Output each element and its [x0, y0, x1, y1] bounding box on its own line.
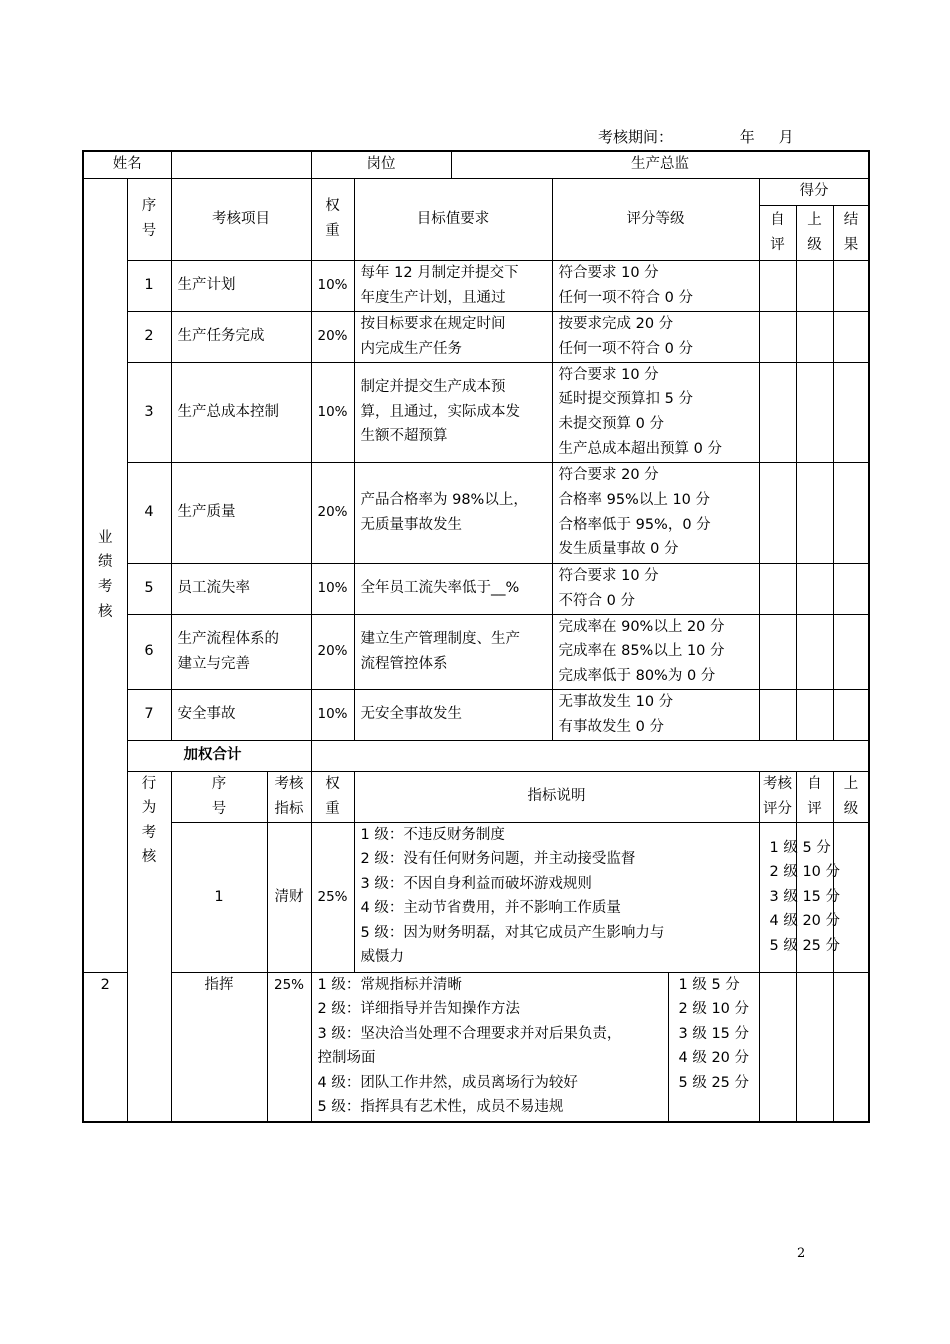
- perf-header-item: 考核项目: [171, 178, 311, 260]
- beh-weight: 25%: [311, 822, 354, 972]
- position-value: 生产总监: [451, 151, 869, 178]
- perf-item: 生产任务完成: [171, 311, 311, 362]
- perf-seq: 3: [127, 362, 171, 462]
- result-score-cell[interactable]: [833, 972, 869, 1122]
- beh-header-weight: 权 重: [311, 771, 354, 822]
- superior-score-cell[interactable]: [796, 260, 833, 311]
- perf-grading: 按要求完成 20 分 任何一项不符合 0 分: [552, 311, 759, 362]
- beh-header-superior: 上 级: [833, 771, 869, 822]
- perf-grading: 符合要求 10 分 不符合 0 分: [552, 563, 759, 614]
- result-score-cell[interactable]: [833, 563, 869, 614]
- perf-header-self: 自 评: [759, 205, 796, 260]
- superior-score-cell[interactable]: [796, 563, 833, 614]
- perf-weight: 10%: [311, 260, 354, 311]
- perf-header-superior: 上 级: [796, 205, 833, 260]
- result-score-cell[interactable]: [833, 614, 869, 689]
- perf-weight: 10%: [311, 563, 354, 614]
- perf-weight: 10%: [311, 689, 354, 740]
- perf-item: 安全事故: [171, 689, 311, 740]
- perf-header-score: 得分: [759, 178, 869, 205]
- perf-grading: 完成率在 90%以上 20 分 完成率在 85%以上 10 分 完成率低于 80%为 0 分: [552, 614, 759, 689]
- perf-item: 生产总成本控制: [171, 362, 311, 462]
- perf-weight: 10%: [311, 362, 354, 462]
- performance-row: [83, 614, 869, 689]
- year-label: 年: [739, 128, 755, 146]
- weighted-total-value-cell[interactable]: [311, 740, 869, 771]
- behavior-section-label: 行 为 考 核: [127, 771, 171, 1122]
- assessment-table: [82, 150, 870, 1123]
- perf-header-target: 目标值要求: [354, 178, 552, 260]
- beh-rating: 1 级 5 分 2 级 10 分 3 级 15 分 4 级 20 分 5 级 25 分: [668, 972, 759, 1122]
- perf-target: 制定并提交生产成本预 算，且通过，实际成本发 生额不超预算: [354, 362, 552, 462]
- beh-description: 1 级：不违反财务制度 2 级：没有任何财务问题，并主动接受监督 3 级：不因自身利益而破坏游戏规则 4 级：主动节省费用，并不影响工作质量 5 级：因为财务明磊，对其它成员产生影响力与 威慑力: [354, 822, 759, 972]
- page-number: 2: [797, 1246, 806, 1261]
- perf-grading: 符合要求 10 分 任何一项不符合 0 分: [552, 260, 759, 311]
- self-score-cell[interactable]: [759, 362, 796, 462]
- beh-indicator: 指挥: [171, 972, 267, 1122]
- perf-grading: 无事故发生 10 分 有事故发生 0 分: [552, 689, 759, 740]
- perf-item: 生产流程体系的 建立与完善: [171, 614, 311, 689]
- superior-score-cell[interactable]: [796, 362, 833, 462]
- name-value-cell[interactable]: [171, 151, 311, 178]
- perf-seq: 5: [127, 563, 171, 614]
- perf-item: 生产计划: [171, 260, 311, 311]
- self-score-cell[interactable]: [759, 311, 796, 362]
- performance-row: [83, 260, 869, 311]
- performance-row: [83, 563, 869, 614]
- perf-item: 员工流失率: [171, 563, 311, 614]
- self-score-cell[interactable]: [759, 260, 796, 311]
- beh-header-seq: 序 号: [171, 771, 267, 822]
- weighted-total-label: 加权合计: [127, 740, 311, 771]
- beh-header-rating: 考核评分: [759, 771, 796, 822]
- performance-row: [83, 689, 869, 740]
- perf-header-weight: 权 重: [311, 178, 354, 260]
- beh-header-indicator: 考核指标: [267, 771, 311, 822]
- superior-score-cell[interactable]: [796, 462, 833, 563]
- self-score-cell[interactable]: [759, 614, 796, 689]
- beh-weight: 25%: [267, 972, 311, 1122]
- result-score-cell[interactable]: [833, 689, 869, 740]
- perf-seq: 1: [127, 260, 171, 311]
- position-label: 岗位: [311, 151, 451, 178]
- perf-target: 全年员工流失率低于__%: [354, 563, 552, 614]
- perf-seq: 4: [127, 462, 171, 563]
- beh-description: 1 级：常规指标并清晰 2 级：详细指导并告知操作方法 3 级：坚决洽当处理不合理要求并对后果负责， 控制场面 4 级：团队工作井然，成员离场行为较好 5 级：指挥具有艺术性，成员不易违规: [311, 972, 668, 1122]
- period-label: 考核期间：: [598, 128, 674, 146]
- assessment-period: [598, 126, 878, 147]
- perf-weight: 20%: [311, 614, 354, 689]
- beh-header-self: 自 评: [796, 771, 833, 822]
- perf-target: 无安全事故发生: [354, 689, 552, 740]
- perf-header-result: 结 果: [833, 205, 869, 260]
- behavior-header-row: [83, 771, 869, 822]
- superior-score-cell[interactable]: [796, 689, 833, 740]
- superior-score-cell[interactable]: [796, 614, 833, 689]
- perf-weight: 20%: [311, 311, 354, 362]
- self-score-cell[interactable]: [759, 689, 796, 740]
- performance-row: [83, 462, 869, 563]
- beh-indicator: 清财: [267, 822, 311, 972]
- beh-seq: 1: [171, 822, 267, 972]
- beh-seq: 2: [83, 972, 127, 1122]
- perf-target: 按目标要求在规定时间 内完成生产任务: [354, 311, 552, 362]
- performance-header-row-1: [83, 178, 869, 205]
- self-score-cell[interactable]: [759, 462, 796, 563]
- self-score-cell[interactable]: [759, 563, 796, 614]
- performance-row: [83, 311, 869, 362]
- result-score-cell[interactable]: [833, 362, 869, 462]
- result-score-cell[interactable]: [833, 311, 869, 362]
- perf-grading: 符合要求 10 分 延时提交预算扣 5 分 未提交预算 0 分 生产总成本超出预算 0 分: [552, 362, 759, 462]
- name-label: 姓名: [83, 151, 171, 178]
- perf-header-seq: 序 号: [127, 178, 171, 260]
- perf-target: 产品合格率为 98%以上， 无质量事故发生: [354, 462, 552, 563]
- month-label: 月: [778, 128, 794, 146]
- perf-item: 生产质量: [171, 462, 311, 563]
- perf-header-grading: 评分等级: [552, 178, 759, 260]
- beh-rating: 1 级 5 分 2 级 10 分 3 级 15 分 4 级 20 分 5 级 25 分: [759, 822, 796, 972]
- behavior-row: [83, 822, 869, 972]
- perf-seq: 2: [127, 311, 171, 362]
- perf-target: 建立生产管理制度、生产 流程管控体系: [354, 614, 552, 689]
- performance-section-label: 业 绩 考 核: [83, 178, 127, 972]
- performance-row: [83, 362, 869, 462]
- beh-header-description: 指标说明: [354, 771, 759, 822]
- self-score-cell[interactable]: [759, 972, 796, 1122]
- perf-target: 每年 12 月制定并提交下 年度生产计划，且通过: [354, 260, 552, 311]
- result-score-cell[interactable]: [833, 260, 869, 311]
- perf-seq: 7: [127, 689, 171, 740]
- perf-grading: 符合要求 20 分 合格率 95%以上 10 分 合格率低于 95%，0 分 发生质量事故 0 分: [552, 462, 759, 563]
- perf-weight: 20%: [311, 462, 354, 563]
- behavior-row: [83, 972, 869, 1122]
- perf-seq: 6: [127, 614, 171, 689]
- superior-score-cell[interactable]: [796, 972, 833, 1122]
- info-row: [83, 151, 869, 178]
- superior-score-cell[interactable]: [796, 311, 833, 362]
- weighted-total-row: [83, 740, 869, 771]
- result-score-cell[interactable]: [833, 462, 869, 563]
